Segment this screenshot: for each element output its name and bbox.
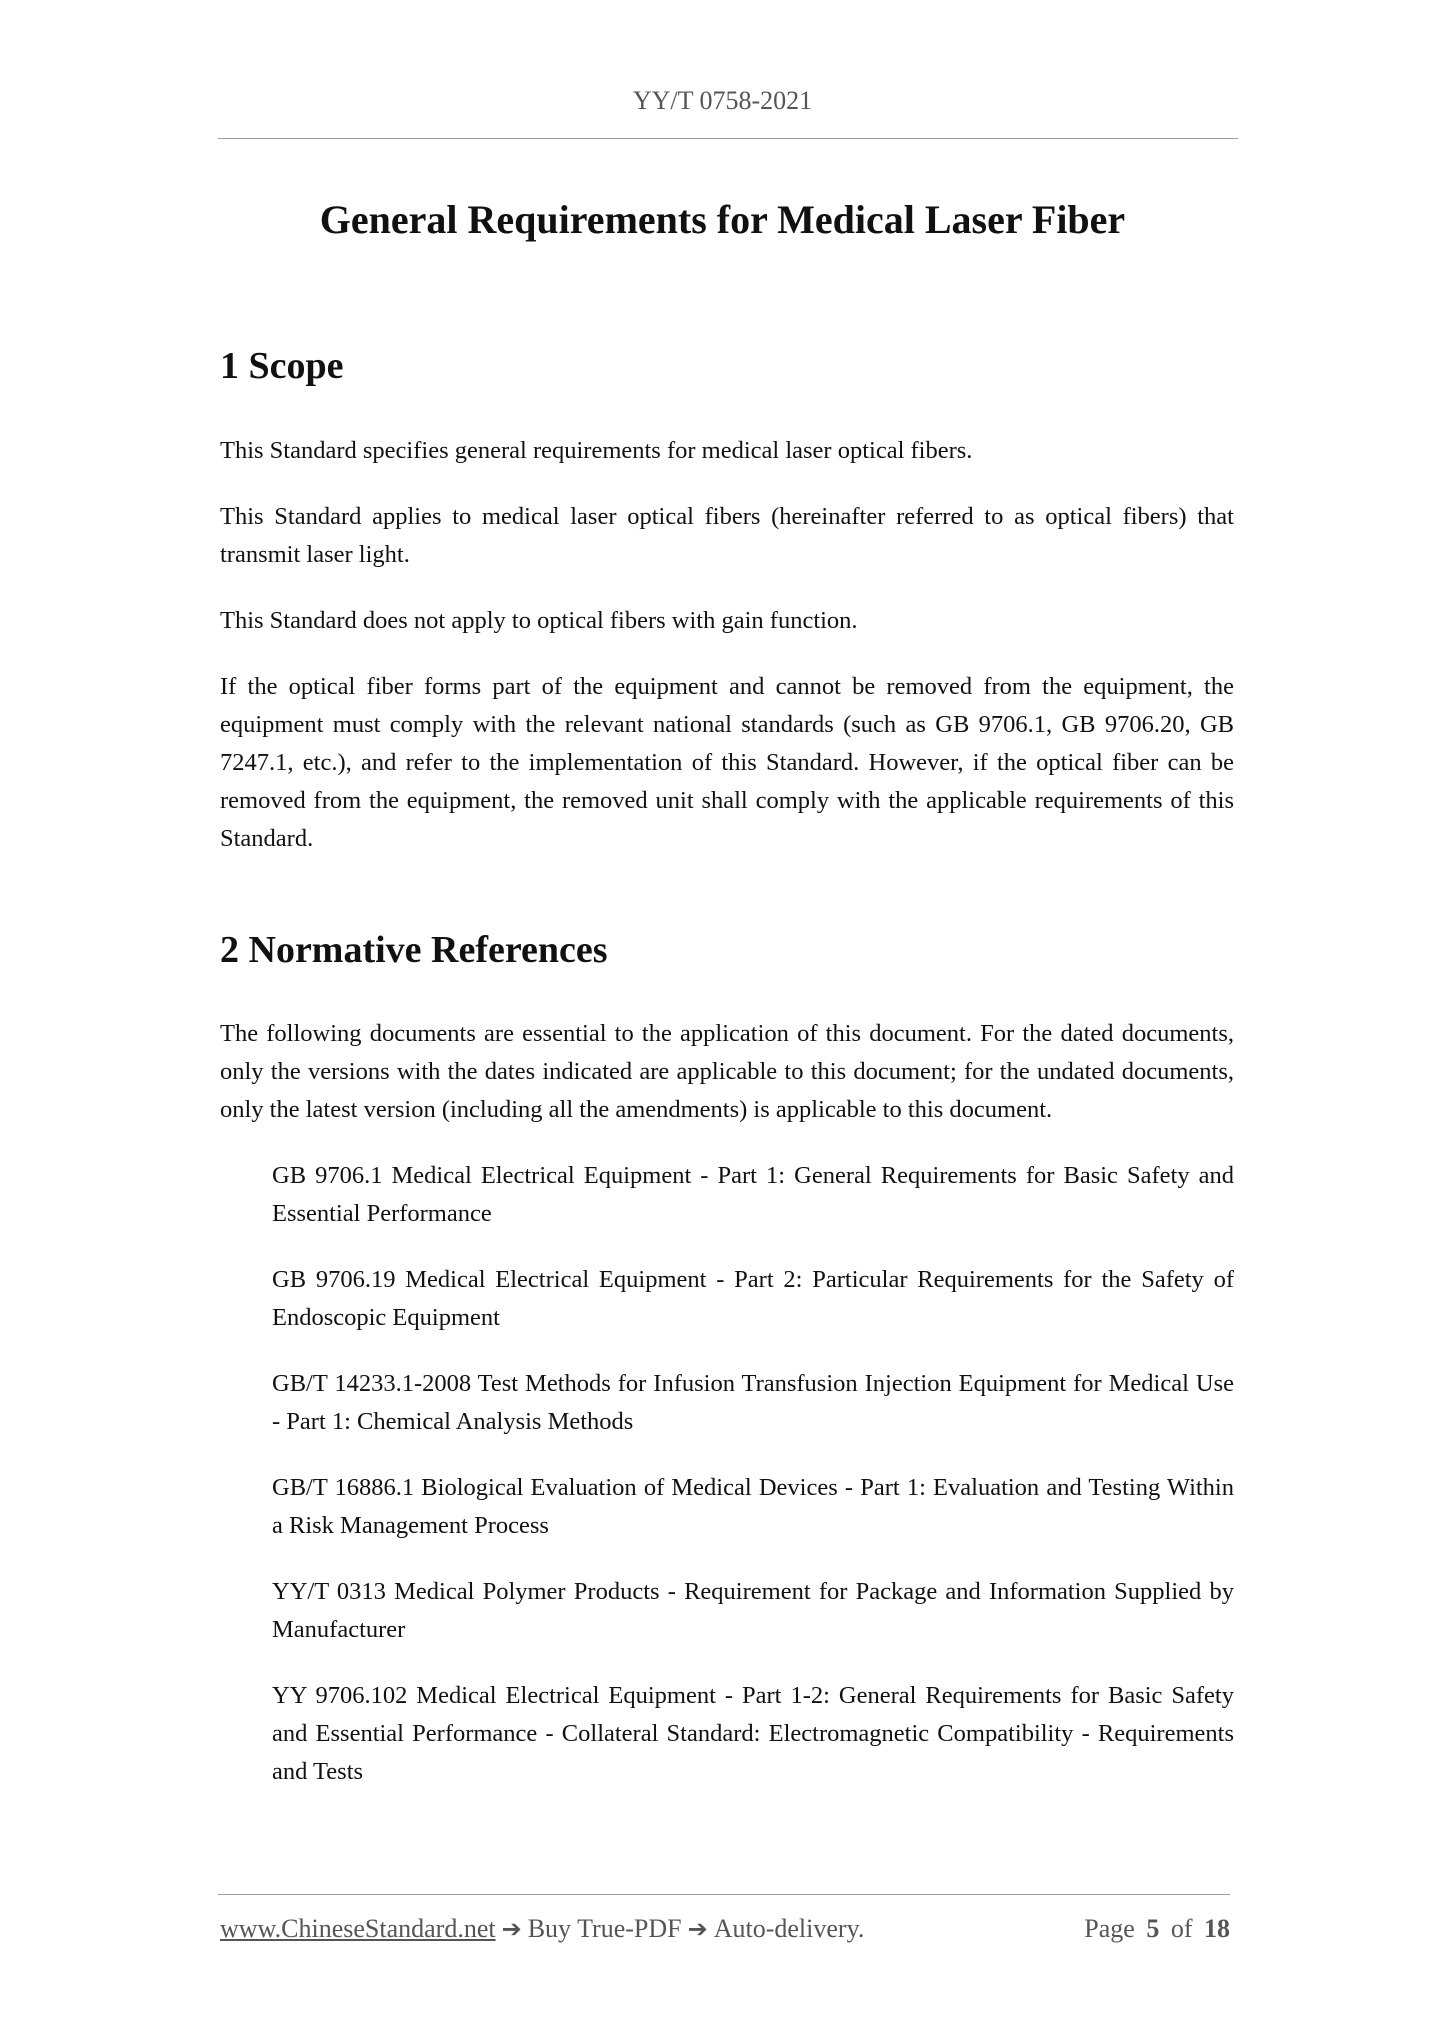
- footer-divider: [218, 1894, 1230, 1895]
- right-arrow-icon: ➔: [501, 1915, 522, 1943]
- reference-item: GB 9706.1 Medical Electrical Equipment - Part 1: General Requirements for Basic Safety and Essential Performance: [272, 1162, 1234, 1228]
- reference-item: GB 9706.19 Medical Electrical Equipment - Part 2: Particular Requirements for the Safety of Endoscopic Equipment: [272, 1266, 1234, 1332]
- page-indicator: [1079, 1914, 1230, 1944]
- header-divider: [218, 138, 1238, 139]
- page-current: 5: [1146, 1914, 1160, 1943]
- page-header-code: YY/T 0758-2021: [632, 86, 813, 115]
- right-arrow-icon: ➔: [687, 1915, 708, 1943]
- page-of-label: of: [1170, 1914, 1193, 1943]
- reference-list: [220, 1157, 1234, 1791]
- reference-item: GB/T 14233.1-2008 Test Methods for Infusion Transfusion Injection Equipment for Medical Use - Part 1: Chemical Analysis Methods: [272, 1370, 1234, 1436]
- section-spacer: [220, 886, 1234, 928]
- scope-paragraph: If the optical fiber forms part of the equipment and cannot be removed from the equipment, the equipment must comply with the relevant national standards (such as GB 9706.1, GB 9706.20, GB 7247.1, etc.), and refer to the implementation of this Standard. However, if the optical fiber can be removed from the equipment, the removed unit shall comply with the applicable requirements of this Standard.: [220, 672, 1234, 852]
- section-heading-normative-references: 2 Normative References: [220, 928, 608, 971]
- page-total: 18: [1204, 1914, 1230, 1943]
- references-intro-paragraph: The following documents are essential to the application of this document. For the dated documents, only the versions with the dates indicated are applicable to this document; for the undated documents, only the latest version (including all the amendments) is applicable to this document.: [220, 1020, 1234, 1124]
- reference-item: YY/T 0313 Medical Polymer Products - Requirement for Package and Information Supplied by Manufacturer: [272, 1578, 1234, 1644]
- scope-paragraph: This Standard does not apply to optical fibers with gain function.: [220, 606, 858, 634]
- reference-item: GB/T 16886.1 Biological Evaluation of Medical Devices - Part 1: Evaluation and Testing Within a Risk Management Process: [272, 1474, 1234, 1540]
- page-label: Page: [1084, 1914, 1135, 1943]
- site-link[interactable]: www.ChineseStandard.net: [220, 1914, 496, 1943]
- scope-paragraph: This Standard specifies general requirements for medical laser optical fibers.: [220, 436, 973, 464]
- scope-paragraph: This Standard applies to medical laser optical fibers (hereinafter referred to as optical fibers) that transmit laser light.: [220, 502, 1234, 568]
- document-body: [220, 344, 1234, 1819]
- section-heading-scope: 1 Scope: [220, 345, 344, 387]
- footer-step-buy: Buy True-PDF: [527, 1914, 682, 1943]
- footer-promo: [220, 1914, 864, 1944]
- footer-step-delivery: Auto-delivery.: [713, 1914, 865, 1943]
- page-footer: [220, 1914, 1230, 1944]
- document-title: General Requirements for Medical Laser Fiber: [319, 197, 1126, 242]
- reference-item: YY 9706.102 Medical Electrical Equipment - Part 1-2: General Requirements for Basic Safety and Essential Performance - Collateral Standard: Electromagnetic Compatibility - Requirements and Tests: [272, 1682, 1234, 1786]
